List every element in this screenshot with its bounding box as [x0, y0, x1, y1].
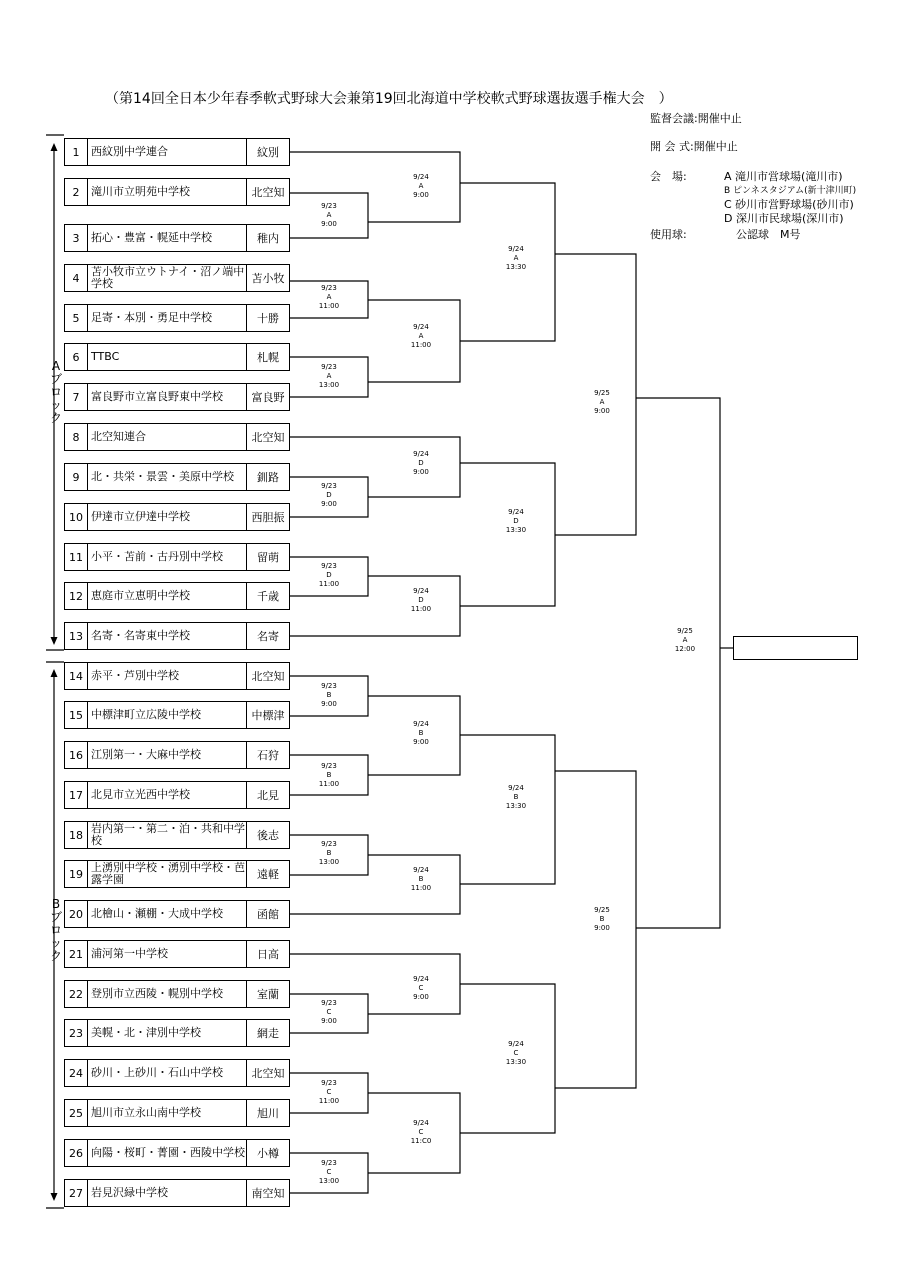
block-b-label: Bブロック [49, 897, 62, 963]
game-venue: A [326, 211, 332, 219]
team-name: 西紋別中学連合 [91, 145, 168, 158]
game-time: 11:00 [318, 302, 340, 310]
team-region: 北空知 [246, 1060, 289, 1086]
game-venue: B [326, 849, 332, 857]
team-name: 浦河第一中学校 [91, 947, 168, 960]
game-time: 11:C0 [410, 1137, 432, 1145]
game-date: 9/23 [321, 1079, 337, 1087]
team-region: 北空知 [246, 179, 289, 205]
game-time: 12:00 [674, 645, 696, 653]
game-date: 9/23 [321, 202, 337, 210]
team-number: 15 [65, 702, 88, 728]
game-date: 9/24 [413, 173, 429, 181]
game-date: 9/23 [321, 363, 337, 371]
block-a-label: Aブロック [49, 359, 62, 425]
game-time: 13:30 [505, 526, 527, 534]
game-time: 9:00 [413, 468, 429, 476]
game-venue: D [326, 491, 332, 499]
team-region: 日高 [246, 941, 289, 967]
team-name: 上湧別中学校・湧別中学校・芭露学園 [91, 861, 245, 886]
game-date: 9/23 [321, 999, 337, 1007]
team-number: 8 [65, 424, 88, 450]
team-number: 9 [65, 464, 88, 490]
game-venue: D [326, 571, 332, 579]
team-region: 北空知 [246, 663, 289, 689]
team-name: 恵庭市立恵明中学校 [91, 589, 190, 602]
game-venue: C [326, 1008, 332, 1016]
game-time: 11:00 [410, 605, 432, 613]
team-name: 中標津町立広陵中学校 [91, 708, 201, 721]
team-name: 砂川・上砂川・石山中学校 [91, 1066, 223, 1079]
game-time: 13:30 [505, 263, 527, 271]
game-time: 13:30 [505, 1058, 527, 1066]
game-date: 9/23 [321, 762, 337, 770]
team-region: 札幌 [246, 344, 289, 370]
team-name: 北・共栄・景雲・美原中学校 [91, 470, 234, 483]
team-region: 名寄 [246, 623, 289, 649]
team-number: 25 [65, 1100, 88, 1126]
opening-label: 開 会 式: [650, 140, 694, 153]
team-number: 18 [65, 822, 88, 848]
game-time: 9:00 [594, 407, 610, 415]
team-number: 3 [65, 225, 88, 251]
game-time: 9:00 [321, 220, 337, 228]
game-time: 9:00 [321, 700, 337, 708]
game-venue: B [326, 771, 332, 779]
team-name: 向陽・桜町・菁園・西陵中学校 [91, 1146, 245, 1159]
team-region: 留萌 [246, 544, 289, 570]
team-name: 北檜山・瀬棚・大成中学校 [91, 907, 223, 920]
game-date: 9/23 [321, 1159, 337, 1167]
game-time: 9:00 [413, 191, 429, 199]
team-number: 13 [65, 623, 88, 649]
game-date: 9/23 [321, 682, 337, 690]
team-region: 石狩 [246, 742, 289, 768]
game-time: 11:00 [318, 1097, 340, 1105]
venue-b: B ピンネスタジアム(新十津川町) [724, 186, 857, 196]
game-date: 9/25 [594, 906, 610, 914]
game-date: 9/23 [321, 284, 337, 292]
team-name: 岩見沢緑中学校 [91, 1186, 168, 1199]
team-number: 4 [65, 265, 88, 291]
team-number: 17 [65, 782, 88, 808]
opening-value: 開催中止 [693, 140, 738, 153]
team-region: 網走 [246, 1020, 289, 1046]
venue-a: A 滝川市営球場(滝川市) [724, 170, 843, 183]
game-venue: C [326, 1088, 332, 1096]
team-name: 岩内第一・第二・泊・共和中学校 [91, 822, 245, 847]
game-venue: B [418, 875, 424, 883]
team-number: 19 [65, 861, 88, 887]
game-date: 9/23 [321, 482, 337, 490]
team-name: 北空知連合 [91, 430, 146, 443]
game-time: 9:00 [321, 500, 337, 508]
team-number: 10 [65, 504, 88, 530]
team-number: 26 [65, 1140, 88, 1166]
game-venue: C [326, 1168, 332, 1176]
game-venue: D [418, 596, 424, 604]
game-venue: D [418, 459, 424, 467]
team-region: 南空知 [246, 1180, 289, 1206]
team-region: 富良野 [246, 384, 289, 410]
team-name: 滝川市立明苑中学校 [91, 185, 190, 198]
game-date: 9/24 [413, 587, 429, 595]
team-number: 23 [65, 1020, 88, 1046]
game-venue: C [418, 984, 424, 992]
game-time: 11:00 [410, 341, 432, 349]
team-region: 苫小牧 [246, 265, 289, 291]
venue-c: C 砂川市営野球場(砂川市) [724, 198, 854, 211]
game-date: 9/24 [413, 975, 429, 983]
team-name: 苫小牧市立ウトナイ・沼ノ端中学校 [91, 265, 245, 290]
game-date: 9/24 [413, 1119, 429, 1127]
team-name: 赤平・芦別中学校 [91, 669, 179, 682]
team-name: 北見市立光西中学校 [91, 788, 190, 801]
team-region: 西胆振 [246, 504, 289, 530]
team-number: 24 [65, 1060, 88, 1086]
game-date: 9/24 [508, 508, 524, 516]
team-region: 北見 [246, 782, 289, 808]
team-region: 函館 [246, 901, 289, 927]
team-region: 旭川 [246, 1100, 289, 1126]
team-number: 11 [65, 544, 88, 570]
team-number: 5 [65, 305, 88, 331]
team-number: 1 [65, 139, 88, 165]
game-venue: B [326, 691, 332, 699]
game-time: 11:00 [318, 780, 340, 788]
ball-value: 公認球 M号 [736, 228, 801, 241]
tournament-title: （第14回全日本少年春季軟式野球大会兼第19回北海道中学校軟式野球選抜選手権大会 ） [105, 91, 673, 107]
team-region: 紋別 [246, 139, 289, 165]
game-date: 9/24 [508, 245, 524, 253]
game-date: 9/24 [413, 450, 429, 458]
game-date: 9/24 [413, 866, 429, 874]
game-venue: D [513, 517, 519, 525]
team-number: 16 [65, 742, 88, 768]
game-time: 9:00 [413, 738, 429, 746]
game-venue: B [599, 915, 605, 923]
team-name: 名寄・名寄東中学校 [91, 629, 190, 642]
game-venue: C [513, 1049, 519, 1057]
game-time: 11:00 [318, 580, 340, 588]
team-region: 中標津 [246, 702, 289, 728]
team-number: 21 [65, 941, 88, 967]
team-name: 旭川市立永山南中学校 [91, 1106, 201, 1119]
venue-label: 会 場: [650, 170, 687, 183]
game-date: 9/24 [508, 1040, 524, 1048]
meeting-label: 監督会議: [650, 112, 698, 125]
ball-label: 使用球: [650, 228, 687, 241]
game-date: 9/23 [321, 840, 337, 848]
game-venue: A [326, 372, 332, 380]
team-name: 江別第一・大麻中学校 [91, 748, 201, 761]
game-venue: A [326, 293, 332, 301]
team-name: 伊達市立伊達中学校 [91, 510, 190, 523]
game-time: 9:00 [321, 1017, 337, 1025]
game-venue: A [599, 398, 605, 406]
team-number: 7 [65, 384, 88, 410]
game-time: 13:30 [505, 802, 527, 810]
game-venue: C [418, 1128, 424, 1136]
game-venue: A [682, 636, 688, 644]
venue-d: D 深川市民球場(深川市) [724, 212, 844, 225]
team-number: 2 [65, 179, 88, 205]
game-time: 13:00 [318, 381, 340, 389]
team-name: 登別市立西陵・幌別中学校 [91, 987, 223, 1000]
team-region: 十勝 [246, 305, 289, 331]
game-date: 9/25 [594, 389, 610, 397]
game-venue: A [513, 254, 519, 262]
game-time: 13:00 [318, 858, 340, 866]
game-venue: B [513, 793, 519, 801]
game-date: 9/23 [321, 562, 337, 570]
team-region: 釧路 [246, 464, 289, 490]
team-region: 室蘭 [246, 981, 289, 1007]
game-venue: B [418, 729, 424, 737]
team-region: 千歳 [246, 583, 289, 609]
team-name: 美幌・北・津別中学校 [91, 1026, 201, 1039]
team-name: 拓心・豊富・幌延中学校 [91, 231, 212, 244]
game-date: 9/24 [508, 784, 524, 792]
team-name: 足寄・本別・勇足中学校 [91, 311, 212, 324]
team-number: 6 [65, 344, 88, 370]
team-region: 小樽 [246, 1140, 289, 1166]
team-name: TTBC [91, 350, 120, 363]
game-time: 13:00 [318, 1177, 340, 1185]
team-region: 遠軽 [246, 861, 289, 887]
game-venue: A [418, 182, 424, 190]
team-number: 22 [65, 981, 88, 1007]
team-region: 稚内 [246, 225, 289, 251]
game-date: 9/25 [677, 627, 693, 635]
team-number: 14 [65, 663, 88, 689]
team-number: 12 [65, 583, 88, 609]
game-venue: A [418, 332, 424, 340]
game-time: 9:00 [594, 924, 610, 932]
team-number: 27 [65, 1180, 88, 1206]
game-date: 9/24 [413, 720, 429, 728]
team-number: 20 [65, 901, 88, 927]
team-name: 小平・苫前・古丹別中学校 [91, 550, 223, 563]
team-name: 富良野市立富良野東中学校 [91, 390, 223, 403]
game-time: 9:00 [413, 993, 429, 1001]
game-date: 9/24 [413, 323, 429, 331]
game-time: 11:00 [410, 884, 432, 892]
champion-box [733, 636, 858, 660]
team-region: 北空知 [246, 424, 289, 450]
team-region: 後志 [246, 822, 289, 848]
meeting-value: 開催中止 [697, 112, 742, 125]
